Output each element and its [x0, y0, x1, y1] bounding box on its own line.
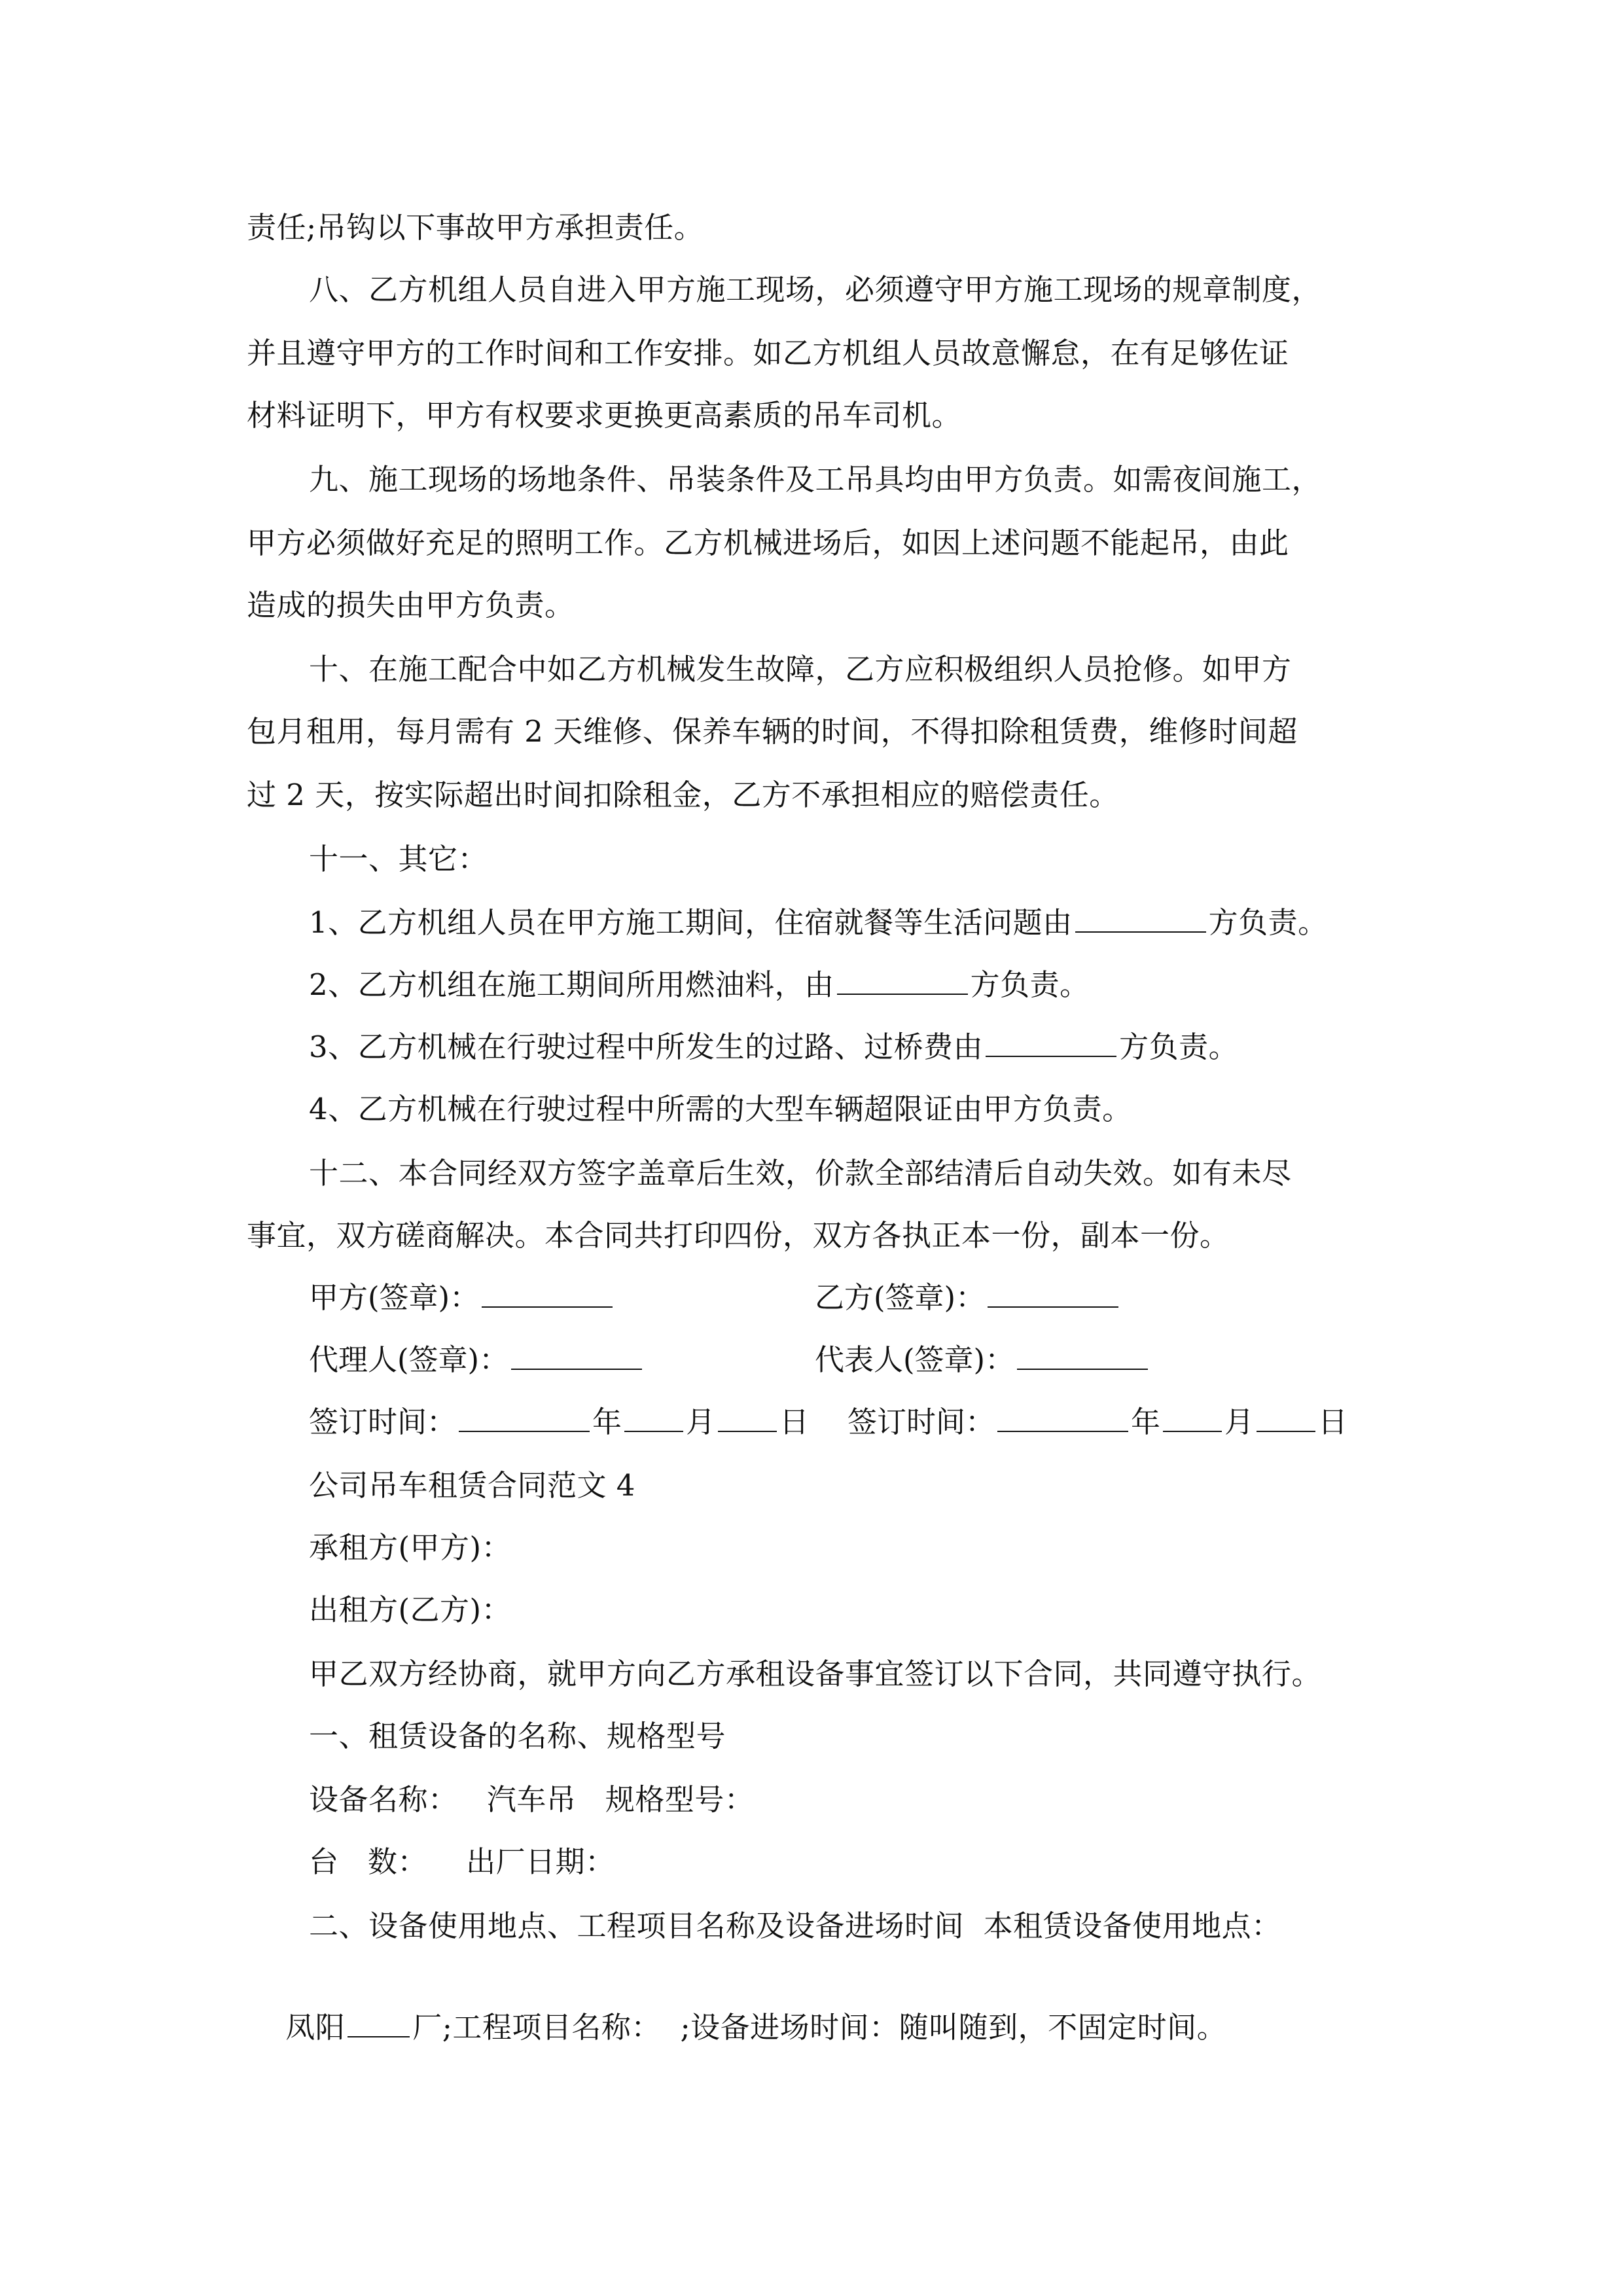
- lessor-line: 出租方(乙方)：: [309, 1592, 512, 1627]
- clause-9-line-2: 甲方必须做好充足的照明工作。乙方机械进场后，如因上述问题不能起吊，由此: [247, 526, 1289, 560]
- year-label: 年: [1131, 1405, 1161, 1439]
- clause-11-item-4: 4、乙方机械在行驶过程中所需的大型车辆超限证由甲方负责。: [309, 1092, 1132, 1126]
- clause-8-line-2: 并且遵守甲方的工作时间和工作安排。如乙方机组人员故意懈怠，在有足够佐证: [247, 336, 1289, 370]
- clause-11-heading: 十一、其它：: [309, 842, 488, 876]
- item-1-tail: 方负责。: [1208, 905, 1328, 940]
- clause-11-item-2: [309, 965, 1090, 1005]
- blank-field: [1075, 905, 1206, 933]
- blank-field: [482, 1280, 613, 1308]
- location-prefix: 凤阳: [285, 2010, 346, 2045]
- representative-signature: [815, 1340, 1150, 1380]
- day-label: 日: [1318, 1405, 1348, 1439]
- date-label: 签订时间：: [309, 1405, 457, 1439]
- intro-line: 甲乙双方经协商，就甲方向乙方承租设备事宜签订以下合同，共同遵守执行。: [309, 1657, 1322, 1691]
- blank-field: [837, 967, 968, 995]
- section-2-heading: 二、设备使用地点、工程项目名称及设备进场时间 本租赁设备使用地点：: [309, 1909, 1281, 1943]
- item-3-text: 3、乙方机械在行驶过程中所发生的过路、过桥费由: [309, 1030, 984, 1064]
- equipment-name-line: 设备名称： 汽车吊 规格型号：: [309, 1782, 755, 1817]
- year-label: 年: [592, 1405, 622, 1439]
- agent-label: 代理人(签章)：: [309, 1342, 509, 1377]
- signing-date-b: [847, 1403, 1347, 1442]
- day-label: 日: [779, 1405, 810, 1439]
- blank-field: [624, 1405, 683, 1432]
- clause-10-line-3: 过 2 天，按实际超出时间扣除租金，乙方不承担相应的赔偿责任。: [247, 778, 1119, 812]
- location-rest: 厂;工程项目名称： ;设备进场时间：随叫随到，不固定时间。: [412, 2010, 1227, 2045]
- text-line: 责任;吊钩以下事故甲方承担责任。: [247, 210, 704, 245]
- item-1-text: 1、乙方机组人员在甲方施工期间，住宿就餐等生活问题由: [309, 905, 1073, 940]
- party-a-label: 甲方(签章)：: [309, 1280, 480, 1315]
- item-3-tail: 方负责。: [1119, 1030, 1239, 1064]
- blank-field: [511, 1342, 642, 1370]
- clause-11-item-1: [309, 903, 1328, 942]
- blank-field: [986, 1030, 1116, 1057]
- date-label: 签订时间：: [847, 1405, 995, 1439]
- blank-field: [988, 1280, 1118, 1308]
- blank-field: [997, 1405, 1128, 1432]
- party-b-label: 乙方(签章)：: [815, 1280, 986, 1315]
- clause-12-line-1: 十二、本合同经双方签字盖章后生效，价款全部结清后自动失效。如有未尽: [309, 1156, 1292, 1191]
- clause-12-line-2: 事宜，双方磋商解决。本合同共打印四份，双方各执正本一份，副本一份。: [247, 1218, 1230, 1253]
- party-b-signature: [815, 1278, 1121, 1318]
- agent-signature: [309, 1340, 645, 1380]
- blank-field: [1257, 1405, 1315, 1432]
- blank-field: [718, 1405, 777, 1432]
- clause-10-line-2: 包月租用，每月需有 2 天维修、保养车辆的时间，不得扣除租赁费，维修时间超: [247, 714, 1298, 749]
- representative-label: 代表人(签章)：: [815, 1342, 1015, 1377]
- lessee-line: 承租方(甲方)：: [309, 1530, 512, 1565]
- month-label: 月: [686, 1405, 716, 1439]
- item-2-text: 2、乙方机组在施工期间所用燃油料，由: [309, 967, 834, 1002]
- quantity-line: 台 数： 出厂日期：: [309, 1844, 615, 1879]
- item-2-tail: 方负责。: [970, 967, 1090, 1002]
- clause-8-line-1: 八、乙方机组人员自进入甲方施工现场，必须遵守甲方施工现场的规章制度，: [309, 272, 1322, 307]
- blank-field: [348, 2010, 410, 2037]
- contract-title-4: 公司吊车租赁合同范文 4: [309, 1468, 635, 1503]
- clause-11-item-3: [309, 1028, 1238, 1067]
- clause-9-line-3: 造成的损失由甲方负责。: [247, 588, 575, 622]
- blank-field: [459, 1405, 590, 1432]
- clause-8-line-3: 材料证明下，甲方有权要求更换更高素质的吊车司机。: [247, 398, 962, 433]
- clause-9-line-1: 九、施工现场的场地条件、吊装条件及工吊具均由甲方负责。如需夜间施工，: [309, 462, 1322, 497]
- signing-date-a: [309, 1403, 809, 1442]
- blank-field: [1017, 1342, 1148, 1370]
- section-1-heading: 一、租赁设备的名称、规格型号: [309, 1719, 726, 1753]
- blank-field: [1163, 1405, 1222, 1432]
- party-a-signature: [309, 1278, 615, 1318]
- clause-10-line-1: 十、在施工配合中如乙方机械发生故障，乙方应积极组织人员抢修。如甲方: [309, 652, 1292, 687]
- location-line: [247, 1969, 1227, 2045]
- month-label: 月: [1224, 1405, 1255, 1439]
